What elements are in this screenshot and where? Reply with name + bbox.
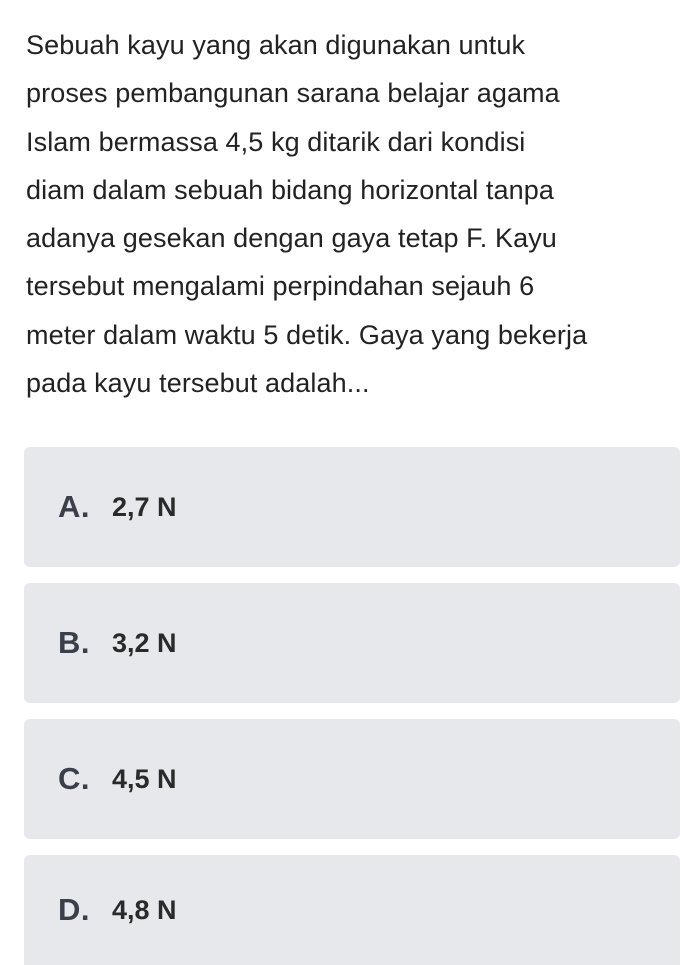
option-text: 2,7 N (112, 491, 177, 522)
question-text: Sebuah kayu yang akan digunakan untuk proses pembangunan sarana belajar agama Islam bermassa 4,5 kg ditarik dari kondisi diam dalam sebuah bidang horizontal tanpa adanya gesekan dengan gaya tetap F. Kayu tersebut mengalami perpindahan sejauh 6 meter dalam waktu 5 detik. Gaya yang bekerja pada kayu tersebut adalah... (26, 30, 588, 399)
option-text: 3,2 N (112, 627, 177, 658)
answer-options (24, 447, 680, 965)
option-text: 4,5 N (112, 763, 177, 794)
option-b[interactable] (24, 583, 680, 703)
option-d[interactable] (24, 855, 680, 965)
option-letter: A. (58, 489, 90, 524)
option-text: 4,8 N (112, 894, 177, 925)
option-a[interactable] (24, 447, 680, 567)
option-letter: B. (58, 625, 90, 660)
option-c[interactable] (24, 719, 680, 839)
option-letter: C. (58, 761, 90, 796)
option-letter: D. (58, 892, 90, 927)
